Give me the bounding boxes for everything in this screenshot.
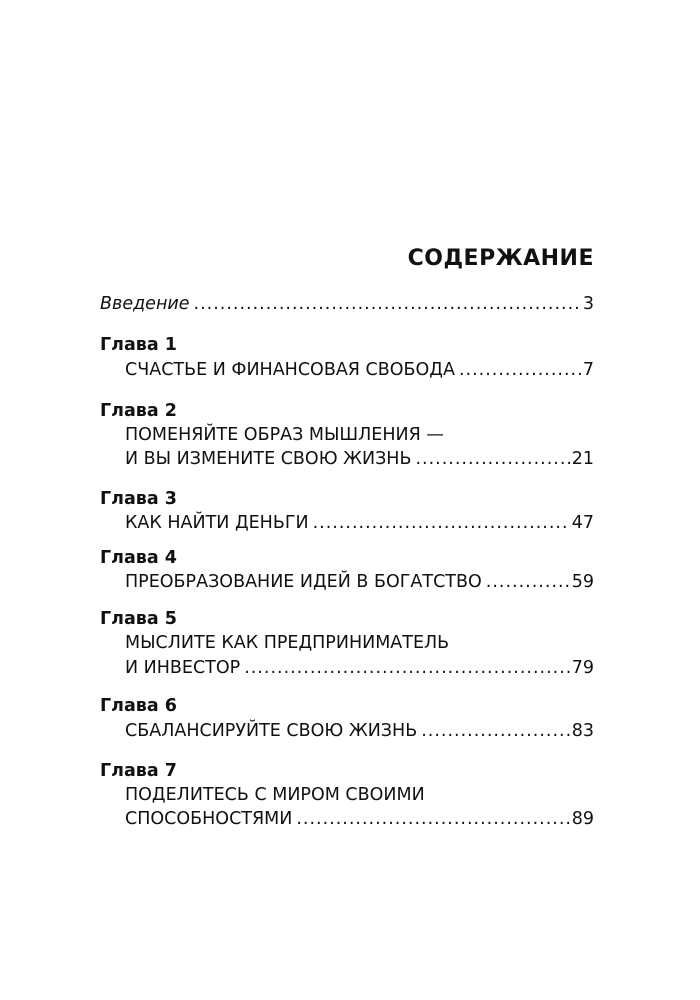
dot-leader (459, 358, 581, 382)
toc-page-number: 21 (571, 449, 594, 469)
toc-entry-title-line: ПОМЕНЯЙТЕ ОБРАЗ МЫШЛЕНИЯ — (125, 425, 444, 445)
toc-entry-title: Введение (100, 294, 190, 314)
toc-entry-title: И ИНВЕСТОР (125, 658, 241, 678)
toc-page-number: 83 (571, 721, 594, 741)
toc-entry-title: И ВЫ ИЗМЕНИТЕ СВОЮ ЖИЗНЬ (125, 449, 412, 469)
chapter-label: Глава 5 (100, 609, 177, 629)
toc-entry-title-line: МЫСЛИТЕ КАК ПРЕДПРИНИМАТЕЛЬ (125, 633, 450, 653)
chapter-label: Глава 6 (100, 696, 177, 716)
toc-entry-title: КАК НАЙТИ ДЕНЬГИ (125, 513, 309, 533)
toc-entry-title-line: ПОДЕЛИТЕСЬ С МИРОМ СВОИМИ (125, 785, 425, 805)
toc-entry-intro (100, 292, 594, 316)
toc-entry-chapter-4 (125, 570, 594, 594)
toc-entry-chapter-2 (125, 447, 594, 471)
dot-leader (313, 511, 570, 535)
toc-page-number: 7 (582, 360, 594, 380)
toc-page-number: 89 (571, 809, 594, 829)
dot-leader (194, 292, 581, 316)
toc-entry-chapter-5 (125, 656, 594, 680)
toc-entry-title: ПРЕОБРАЗОВАНИЕ ИДЕЙ В БОГАТСТВО (125, 572, 482, 592)
toc-page-number: 3 (582, 294, 594, 314)
chapter-label: Глава 7 (100, 761, 177, 781)
dot-leader (486, 570, 570, 594)
toc-entry-chapter-3 (125, 511, 594, 535)
toc-entry-chapter-6 (125, 719, 594, 743)
toc-entry-title: СБАЛАНСИРУЙТЕ СВОЮ ЖИЗНЬ (125, 721, 418, 741)
toc-page-number: 79 (571, 658, 594, 678)
toc-page (100, 0, 594, 1000)
dot-leader (244, 656, 570, 680)
dot-leader (296, 807, 569, 831)
toc-entry-chapter-7 (125, 807, 594, 831)
dot-leader (415, 447, 569, 471)
chapter-label: Глава 2 (100, 401, 177, 421)
chapter-label: Глава 3 (100, 489, 177, 509)
dot-leader (421, 719, 570, 743)
chapter-label: Глава 4 (100, 548, 177, 568)
toc-entry-chapter-1 (125, 358, 594, 382)
toc-page-number: 47 (571, 513, 594, 533)
chapter-label: Глава 1 (100, 335, 177, 355)
toc-entry-title: СЧАСТЬЕ И ФИНАНСОВАЯ СВОБОДА (125, 360, 455, 380)
toc-page-number: 59 (571, 572, 594, 592)
toc-title: СОДЕРЖАНИЕ (407, 246, 594, 271)
toc-entry-title: СПОСОБНОСТЯМИ (125, 809, 293, 829)
